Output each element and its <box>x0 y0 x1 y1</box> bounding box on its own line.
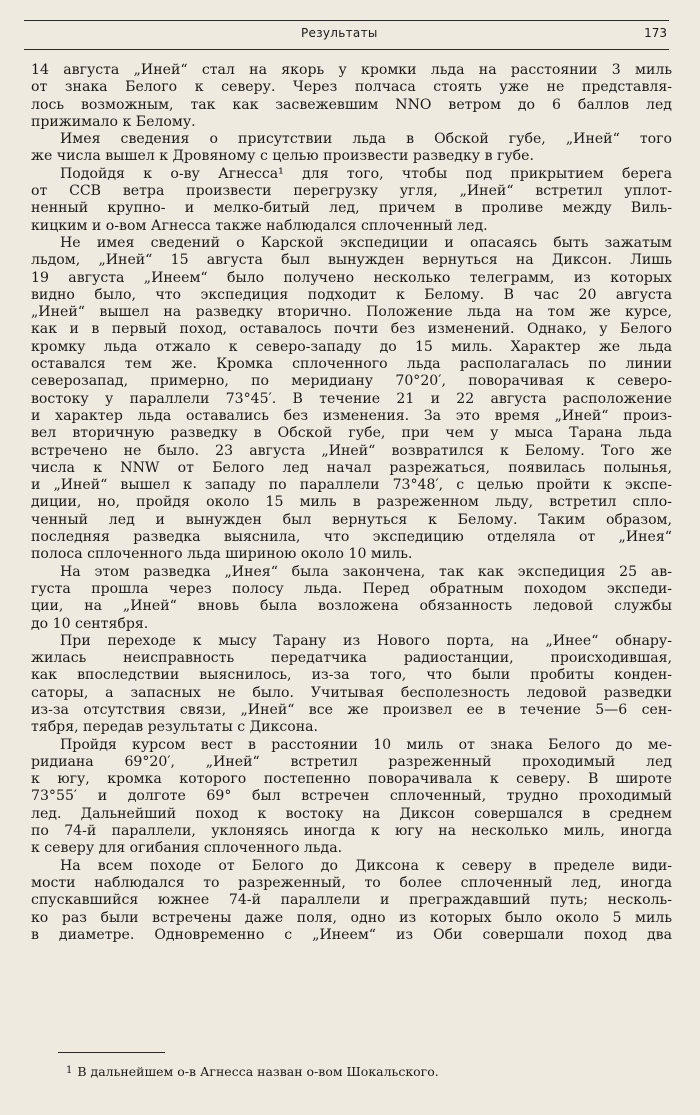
text-line: 73°55′ и долготе 69° был встречен сплоченный, трудно проходимый <box>31 788 672 805</box>
text-line: числа к NNW от Белого лед начал разрежаться, появилась полынья, <box>31 459 672 476</box>
text-line: диции, но, пройдя около 15 миль в разреженном льду, встретил спло- <box>31 494 672 511</box>
text-line: спускавшийся южнее 74-й параллели и преграждавший путь; несколь- <box>31 892 672 909</box>
text-line: кицким и о-вом Агнесса также наблюдался сплоченный лед. <box>31 217 488 234</box>
text-line: „Иней“ вышел на разведку вторично. Положение льда на том же курсе, <box>31 304 672 321</box>
text-line: При переходе к мысу Тарану из Нового порта, на „Инее“ обнару- <box>60 632 672 649</box>
text-line: 14 августа „Иней“ стал на якорь у кромки льда на расстоянии 3 миль <box>31 62 672 78</box>
text-line: лед. Дальнейший поход к востоку на Диксон совершался в среднем <box>31 805 672 822</box>
text-line: вел вторичную разведку в Обской губе, при чем у мыса Тарана льда <box>31 425 672 442</box>
text-line: как и в первый поход, оставалось почти без изменений. Однако, у Белого <box>31 321 672 338</box>
text-line: Подойдя к о-ву Агнесса¹ для того, чтобы под прикрытием берега <box>60 165 672 182</box>
text-line: северозапад, примерно, по меридиану 70°20′, поворачивая к северо- <box>31 373 672 390</box>
text-line: ненный крупно- и мелко-битый лед, причем в проливе между Виль- <box>31 200 672 217</box>
text-line: тября, передав результаты с Диксона. <box>31 719 318 736</box>
footnote <box>66 1064 439 1079</box>
footnote-marker: 1 <box>66 1065 73 1076</box>
text-line: от ССВ ветра произвести перегрузку угля, „Иней“ встретил уплот- <box>31 183 672 200</box>
text-line: мости наблюдался то разреженный, то более сплоченный лед, иногда <box>31 874 672 891</box>
footnote-text: В дальнейшем о-в Агнесса назван о-вом Шокальского. <box>77 1064 439 1079</box>
text-line: прижимало к Белому. <box>31 113 196 130</box>
text-line: оставался тем же. Кромка сплоченного льда располагалась по линии <box>31 356 672 373</box>
footnote-divider <box>58 1052 165 1053</box>
text-line: ко раз были встречены даже поля, одно из которых было около 5 миль <box>31 909 672 926</box>
text-line: из-за отсутствия связи, „Иней“ все же произвел ее в течение 5—6 сен- <box>31 701 672 718</box>
text-line: Пройдя курсом вест в расстоянии 10 миль от знака Белого до ме- <box>60 736 672 753</box>
text-line: ции, на „Иней“ вновь была возложена обязанность ледовой службы <box>31 598 672 615</box>
running-header <box>24 20 669 50</box>
text-line: На этом разведка „Инея“ была закончена, так как экспедиция 25 ав- <box>60 563 672 580</box>
text-line: льдом, „Иней“ 15 августа был вынужден вернуться на Диксон. Лишь <box>31 252 672 269</box>
text-line: видно было, что экспедиция подходит к Белому. В час 20 августа <box>31 286 672 303</box>
text-line: ченный лед и вынужден был вернуться к Белому. Таким образом, <box>31 511 672 528</box>
body-text <box>31 62 672 944</box>
text-line: и „Иней“ вышел к западу по параллели 73°48′, с целью пройти к экспе- <box>31 477 672 494</box>
text-line: лось возможным, так как засвежевшим NNO ветром до 6 баллов лед <box>31 96 672 113</box>
text-line: 19 августа „Инеем“ было получено несколько телеграмм, из которых <box>31 269 672 286</box>
page-number: 173 <box>644 26 667 40</box>
text-line: Имея сведения о присутствии льда в Обской губе, „Иней“ того <box>60 131 672 148</box>
text-line: ридиана 69°20′, „Иней“ встретил разреженный проходимый лед <box>31 753 672 770</box>
text-line: На всем походе от Белого до Диксона к северу в пределе види- <box>60 857 672 874</box>
text-line: полоса сплоченного льда шириною около 10 миль. <box>31 546 413 563</box>
text-line: востоку у параллели 73°45′. В течение 21 и 22 августа расположение <box>31 390 672 407</box>
text-line: в диаметре. Одновременно с „Инеем“ из Оби совершали поход два <box>31 926 672 943</box>
text-line: до 10 сентября. <box>31 615 149 632</box>
text-line: от знака Белого к северу. Через полчаса стоять уже не представля- <box>31 79 672 96</box>
text-line: встречено не было. 23 августа „Иней“ возвратился к Белому. Того же <box>31 442 672 459</box>
text-line: и характер льда оставались без изменения. За это время „Иней“ произ- <box>31 407 672 424</box>
text-line: кромку льда отжало к северо-западу до 15 миль. Характер же льда <box>31 338 672 355</box>
text-line: к северу для огибания сплоченного льда. <box>31 840 343 857</box>
text-line: последняя разведка выяснила, что экспедицию отделяла от „Инея“ <box>31 529 672 546</box>
text-line: саторы, а запасных не было. Учитывая бесполезность ледовой разведки <box>31 684 672 701</box>
text-line: как впоследствии выяснилось, из-за того, что были пробиты конден- <box>31 667 672 684</box>
text-line: к югу, кромка которого постепенно поворачивала к северу. В широте <box>31 771 672 788</box>
header-title: Результаты <box>301 26 378 40</box>
text-line: Не имея сведений о Карской экспедиции и опасаясь быть зажатым <box>60 234 672 251</box>
text-line: густа прошла через полосу льда. Перед обратным походом экспеди- <box>31 580 672 597</box>
text-line: же числа вышел к Дровяному с целью произвести разведку в губе. <box>31 148 534 165</box>
text-line: по 74-й параллели, уклоняясь иногда к югу на несколько миль, иногда <box>31 823 672 840</box>
text-line: жилась неисправность передатчика радиостанции, происходившая, <box>31 650 672 667</box>
